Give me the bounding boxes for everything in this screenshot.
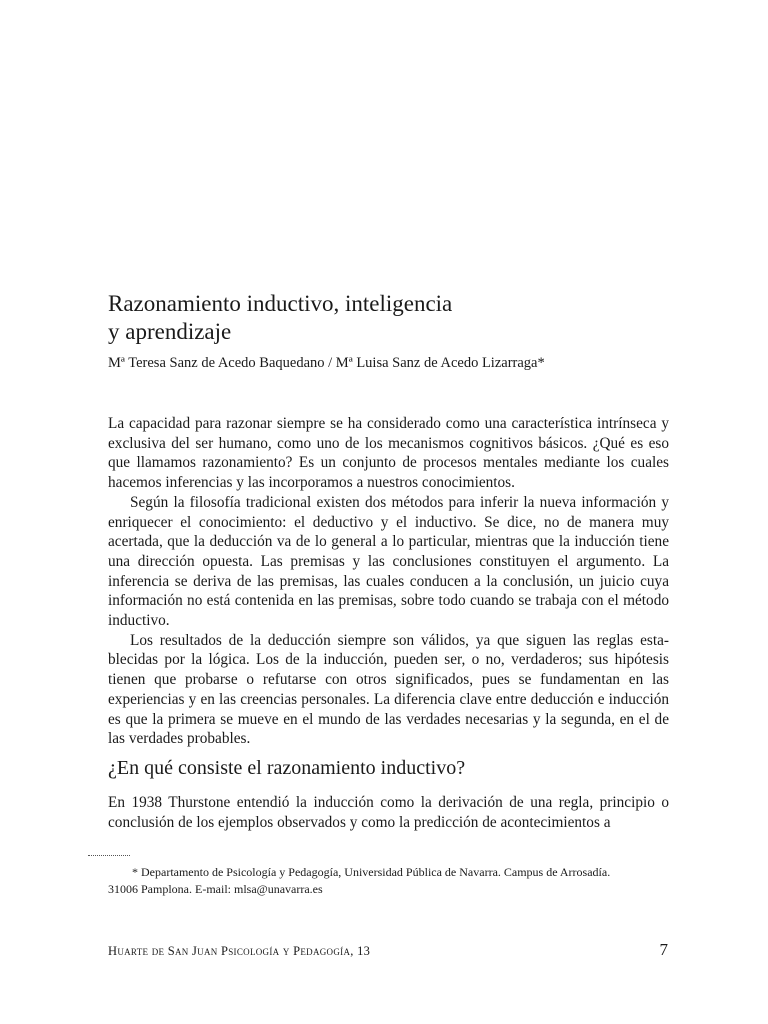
article-title-line-1: Razonamiento inductivo, inteligencia <box>108 291 453 316</box>
article-title-line-2: y aprendizaje <box>108 319 232 344</box>
section-heading: ¿En qué consiste el razonamiento inductivo? <box>108 757 466 779</box>
section-paragraph-1: En 1938 Thurstone entendió la inducción como la derivación de una regla, principio o conclusión de los ejemplos observados y como la predicción de acontecimientos a <box>108 794 669 831</box>
article-title <box>108 290 668 346</box>
section-text <box>108 793 669 832</box>
article-authors: Mª Teresa Sanz de Acedo Baquedano / Mª Luisa Sanz de Acedo Lizarraga* <box>108 355 545 371</box>
intro-paragraph-3: Los resultados de la deducción siempre son válidos, ya que siguen las reglas establecidas por la lógica. Los de la inducción, pueden ser, o no, verdaderos; sus hipótesis tienen que probarse o refutarse con otros significados, pues se fundamentan en las experiencias y en las creencias personales. La diferencia clave entre deducción e inducción es que la primera se mueve en el mundo de las verdades necesarias y la segunda, en el de las verdades probables. <box>108 631 669 748</box>
running-footer-journal: Huarte de San Juan Psicología y Pedagogía, 13 <box>108 944 371 958</box>
footnote <box>108 864 673 898</box>
footnote-separator <box>88 855 130 856</box>
page-number: 7 <box>659 940 668 959</box>
intro-paragraph-1: La capacidad para razonar siempre se ha considerado como una característica intrínseca y exclusiva del ser humano, como uno de los mecanismos cognitivos básicos. ¿Qué es eso que llamamos razonamiento? Es un conjunto de procesos mentales mediante los cuales hacemos inferencias y las incorporamos a nuestros conocimientos. <box>108 415 669 492</box>
intro-paragraph-2: Según la filosofía tradicional existen dos métodos para inferir la nueva información y enriquecer el conocimiento: el deductivo y el inductivo. Se dice, no de manera muy acertada, que la deducción va de lo general a lo particular, mientras que la inducción tiene una dirección opuesta. Las premisas y las conclusiones constituyen el argumento. La inferencia se deriva de las premisas, las cuales conducen a la conclusión, un juicio cuya información no está contenida en las premisas, sobre todo cuando se trabaja con el método inductivo. <box>108 493 669 630</box>
footnote-line-1: * Departamento de Psicología y Pedagogía, Universidad Pública de Navarra. Campus de Arrosadía. <box>132 865 611 879</box>
intro-text <box>108 414 669 749</box>
footnote-line-2: 31006 Pamplona. E-mail: mlsa@unavarra.es <box>108 882 323 896</box>
